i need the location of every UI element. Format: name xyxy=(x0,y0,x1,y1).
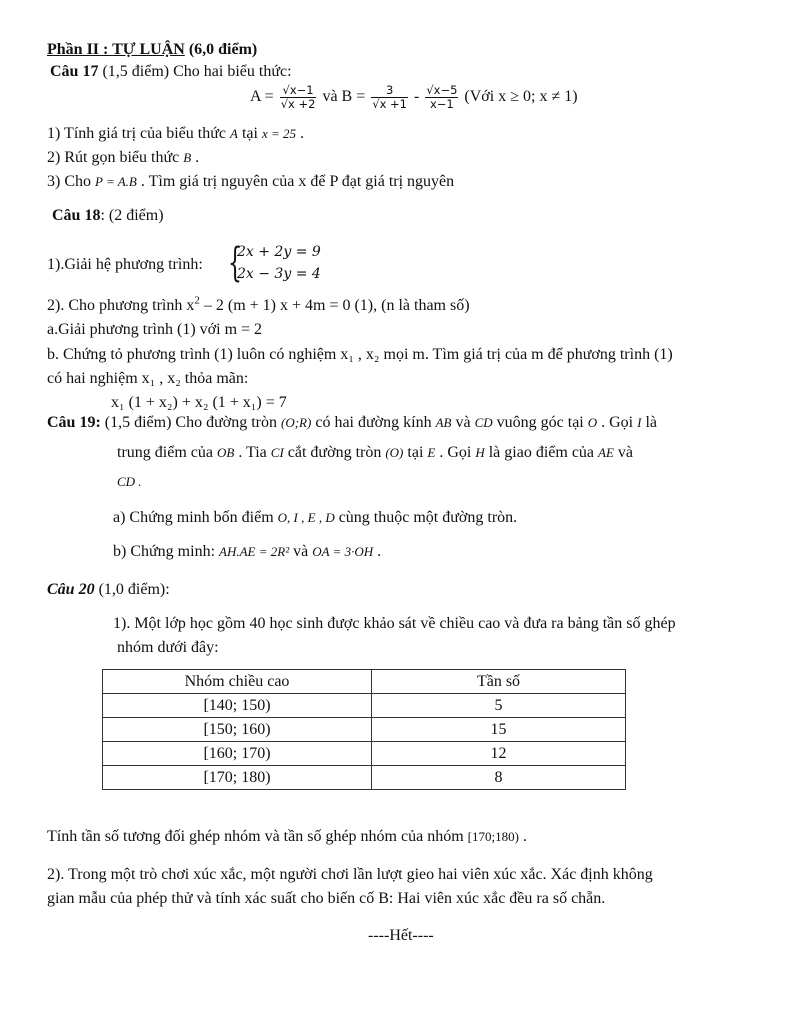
table-cell: [140; 150) xyxy=(103,694,372,718)
q19-part-b xyxy=(113,542,381,561)
table-row xyxy=(103,694,626,718)
q17-intro-text: (1,5 điểm) Cho hai biểu thức: xyxy=(98,63,292,80)
q17-item1-text: 1) Tính giá trị của biểu thức xyxy=(47,125,230,142)
q19-part-b-text: b) Chứng minh: xyxy=(113,543,220,560)
q19-line1-text2: có hai đường kính xyxy=(311,414,436,431)
q19-line2-text4: tại xyxy=(403,444,428,461)
fraction-b2 xyxy=(425,84,458,111)
table-row xyxy=(103,766,626,790)
q17-item3-text: 3) Cho xyxy=(47,173,95,190)
q19-o: O xyxy=(587,415,598,430)
q19-e: E xyxy=(427,445,436,460)
q19-line2-text2: . Tia xyxy=(234,444,271,461)
q19-part-a-text: a) Chứng minh bốn điểm xyxy=(113,509,278,526)
q19-line1-text4: . Gọi xyxy=(597,414,638,431)
table-header-row xyxy=(103,670,626,694)
q17-item2-var: B xyxy=(183,150,192,165)
q17-item2 xyxy=(47,148,199,167)
q19-cd: CD xyxy=(474,415,493,430)
q19-part-a-rest: cùng thuộc một đường tròn. xyxy=(334,509,518,526)
q18-item-b-equation: x₁ (1 + x₂) + x₂ (1 + x₁) = 7 xyxy=(111,394,287,411)
q19-part-b-expr1: AH.AE = 2R² xyxy=(219,544,290,559)
q19-line1-text: (1,5 điểm) Cho đường tròn xyxy=(100,414,282,431)
q17-item3-rest: . Tìm giá trị nguyên của x để P đạt giá trị nguyên xyxy=(136,173,455,190)
q20-item1-line2: nhóm dưới đây: xyxy=(117,639,219,656)
fraction-b1 xyxy=(371,84,408,111)
system-eq2: 2x − 3y = 4 xyxy=(237,266,321,282)
q17-formula xyxy=(250,84,578,111)
q20-item2-line1: 2). Trong một trò chơi xúc xắc, một người chơi lần lượt gieo hai viên xúc xắc. Xác định không xyxy=(47,866,653,883)
q19-part-b-expr2: OA = 3·OH xyxy=(312,544,374,559)
q17-item1-end: . xyxy=(296,125,304,142)
q19-line2-text: trung điểm của xyxy=(117,444,217,461)
q18-points: : (2 điểm) xyxy=(100,207,164,224)
q19-line2 xyxy=(117,443,633,462)
part-heading-title: TỰ LUẬN xyxy=(112,41,185,58)
fraction-b2-numerator: √x−5 xyxy=(426,83,458,97)
q19-label: Câu 19: xyxy=(47,414,101,431)
table-row xyxy=(103,742,626,766)
q20-after-table xyxy=(47,827,527,846)
table-cell: 8 xyxy=(372,766,626,790)
q18-item-b-line1: b. Chứng tỏ phương trình (1) luôn có nghiệm x₁ , x₂ mọi m. Tìm giá trị của m để phương trình (1) xyxy=(47,346,673,363)
part-heading-prefix: Phần II : xyxy=(47,41,113,58)
formula-condition: (Với x ≥ 0; x ≠ 1) xyxy=(460,88,578,106)
q19-circle: (O;R) xyxy=(281,415,312,430)
q18-item1: 1).Giải hệ phương trình: xyxy=(47,256,203,273)
table-cell: [150; 160) xyxy=(103,718,372,742)
part-heading-points: (6,0 điểm) xyxy=(184,41,258,58)
q20-after-table-end: . xyxy=(518,828,527,845)
q18-item2-rest: – 2 (m + 1) x + 4m = 0 (1), (n là tham số) xyxy=(199,297,470,314)
frequency-table xyxy=(102,669,626,790)
table-cell: [160; 170) xyxy=(103,742,372,766)
q19-ob: OB xyxy=(216,445,235,460)
table-cell: 5 xyxy=(372,694,626,718)
q19-circle-o: (O) xyxy=(385,445,404,460)
q19-line2-text5: . Gọi xyxy=(435,444,476,461)
q17-item3-expr: P = A.B xyxy=(95,174,137,189)
table-header-cell: Nhóm chiều cao xyxy=(103,670,372,694)
table-header-cell: Tần số xyxy=(372,670,626,694)
q17-intro xyxy=(50,62,292,81)
fraction-b1-denominator: √x +1 xyxy=(372,97,407,111)
q17-item3 xyxy=(47,172,454,191)
table-cell: 12 xyxy=(372,742,626,766)
q19-line2-text3: cắt đường tròn xyxy=(283,444,386,461)
system-brace: { xyxy=(228,240,242,286)
q20-label: Câu 20 xyxy=(47,581,95,598)
q20-item1-line1: 1). Một lớp học gồm 40 học sinh được khảo sát về chiều cao và đưa ra bảng tần số ghép xyxy=(113,615,676,632)
q18-label: Câu 18 xyxy=(52,207,101,224)
q17-label: Câu 17 xyxy=(50,63,99,80)
q20-heading xyxy=(47,580,170,599)
q17-item2-text: 2) Rút gọn biểu thức xyxy=(47,149,184,166)
q20-item2-line2: gian mẫu của phép thử và tính xác suất cho biến cố B: Hai viên xúc xắc đều ra số chẵn. xyxy=(47,890,606,907)
formula-a-lhs: A = xyxy=(250,88,278,106)
fraction-a xyxy=(280,84,317,111)
fraction-a-numerator: √x−1 xyxy=(280,84,317,98)
part-heading xyxy=(47,40,257,59)
q19-i: I xyxy=(637,415,642,430)
q19-part-b-and: và xyxy=(289,543,313,560)
fraction-b1-numerator: 3 xyxy=(371,84,408,98)
q17-item2-end: . xyxy=(191,149,200,166)
formula-minus: - xyxy=(410,88,424,106)
equation-system xyxy=(228,240,328,286)
fraction-a-denominator: √x +2 xyxy=(280,97,316,111)
q18-item2 xyxy=(47,296,470,315)
q18-item-b-line2: có hai nghiệm x₁ , x₂ thỏa mãn: xyxy=(47,370,249,387)
q20-points: (1,0 điểm): xyxy=(94,581,170,598)
fraction-b2-denominator: x−1 xyxy=(429,97,454,111)
q17-item1-var: A xyxy=(230,126,238,141)
q18-item-a: a.Giải phương trình (1) với m = 2 xyxy=(47,321,263,338)
footer-end-marker: ----Hết---- xyxy=(368,927,434,944)
q20-after-table-text: Tính tần số tương đối ghép nhóm và tần số ghép nhóm của nhóm xyxy=(47,828,468,845)
q17-item1-mid: tại xyxy=(237,125,262,142)
q19-line1-text3: vuông góc tại xyxy=(492,414,588,431)
q19-line1-end: là xyxy=(641,414,658,431)
formula-mid: và B = xyxy=(318,88,370,106)
q17-item1 xyxy=(47,124,304,143)
q19-part-b-end: . xyxy=(373,543,382,560)
q18-heading xyxy=(52,206,164,225)
q17-item1-value: x = 25 xyxy=(261,126,296,141)
q19-part-a xyxy=(113,508,517,527)
q19-line2-end: và xyxy=(613,444,634,461)
q20-interval: [170;180) xyxy=(467,829,519,844)
q19-line1-and: và xyxy=(451,414,475,431)
q19-ab: AB xyxy=(435,415,452,430)
q19-line3: CD . xyxy=(117,474,142,489)
table-cell: 15 xyxy=(372,718,626,742)
table-cell: [170; 180) xyxy=(103,766,372,790)
q19-line2-text6: là giao điểm của xyxy=(484,444,599,461)
q19-ae: AE xyxy=(598,445,614,460)
system-eq1: 2x + 2y = 9 xyxy=(237,244,321,260)
table-row xyxy=(103,718,626,742)
q19-ci: CI xyxy=(270,445,284,460)
q19-h: H xyxy=(475,445,485,460)
q19-line1 xyxy=(47,413,657,432)
q18-item2-exponent: 2 xyxy=(194,294,200,307)
q18-item2-text: 2). Cho phương trình x xyxy=(47,297,195,314)
q19-part-a-points: O, I , E , D xyxy=(277,510,335,525)
